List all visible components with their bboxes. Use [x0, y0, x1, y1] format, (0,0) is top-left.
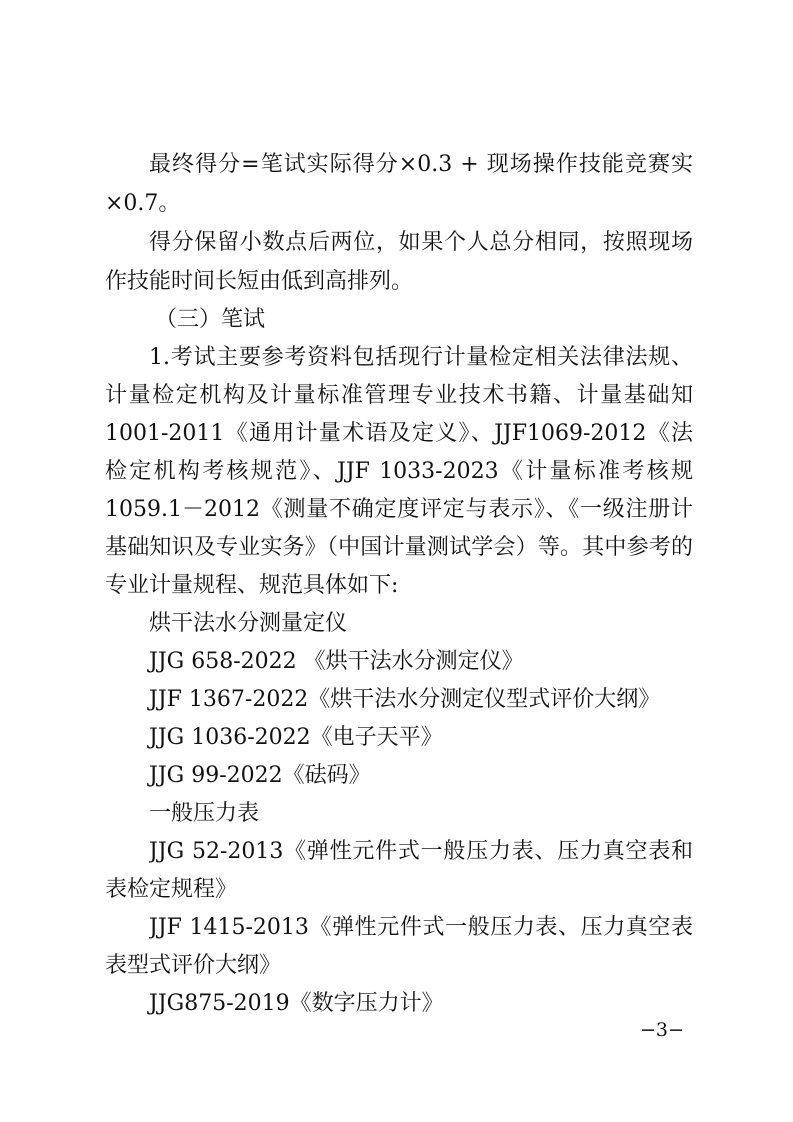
list-item-jjg-1036: JJG 1036-2022《电子天平》 [149, 725, 443, 750]
paragraph-rounding-line-2: 作技能时间长短由低到高排列。 [105, 269, 414, 294]
paragraph-score-formula-line-2: ×0.7。 [105, 191, 181, 216]
section-heading-written-exam: （三）笔试 [155, 307, 266, 332]
list-item-jjg-658: JJG 658-2022 《烘干法水分测定仪》 [149, 649, 524, 674]
paragraph-references-line-4: 检定机构考核规范》、JJF 1033-2023《计量标准考核规 [105, 459, 693, 484]
list-item-jjg-875: JJG875-2019《数字压力计》 [149, 991, 444, 1016]
list-item-jjf-1415-line-1: JJF 1415-2013《弹性元件式一般压力表、压力真空表 [149, 915, 693, 940]
category-heading-moisture-meter: 烘干法水分测量定仪 [149, 611, 348, 636]
paragraph-references-line-1: 1.考试主要参考资料包括现行计量检定相关法律法规、 [149, 345, 693, 370]
page-number: −3− [640, 1019, 684, 1041]
paragraph-references-line-7: 专业计量规程、规范具体如下: [105, 573, 399, 598]
list-item-jjf-1415-line-2: 表型式评价大纲》 [105, 953, 282, 978]
paragraph-rounding-line-1: 得分保留小数点后两位，如果个人总分相同，按照现场 [149, 230, 693, 255]
paragraph-score-formula-line-1: 最终得分=笔试实际得分×0.3 + 现场操作技能竞赛实 [149, 152, 693, 177]
category-heading-pressure-gauge: 一般压力表 [149, 801, 260, 826]
list-item-jjg-52-line-2: 表检定规程》 [105, 877, 238, 902]
list-item-jjf-1367: JJF 1367-2022《烘干法水分测定仪型式评价大纲》 [149, 687, 661, 712]
paragraph-references-line-2: 计量检定机构及计量标准管理专业技术书籍、计量基础知 [105, 383, 693, 408]
paragraph-references-line-6: 基础知识及专业实务》（中国计量测试学会）等。其中参考的 [105, 535, 693, 560]
paragraph-references-line-5: 1059.1－2012《测量不确定度评定与表示》、《一级注册计 [105, 497, 693, 522]
paragraph-references-line-3: 1001-2011《通用计量术语及定义》、JJF1069-2012《法 [105, 421, 693, 446]
list-item-jjg-99: JJG 99-2022《砝码》 [149, 763, 371, 788]
list-item-jjg-52-line-1: JJG 52-2013《弹性元件式一般压力表、压力真空表和 [149, 839, 693, 864]
